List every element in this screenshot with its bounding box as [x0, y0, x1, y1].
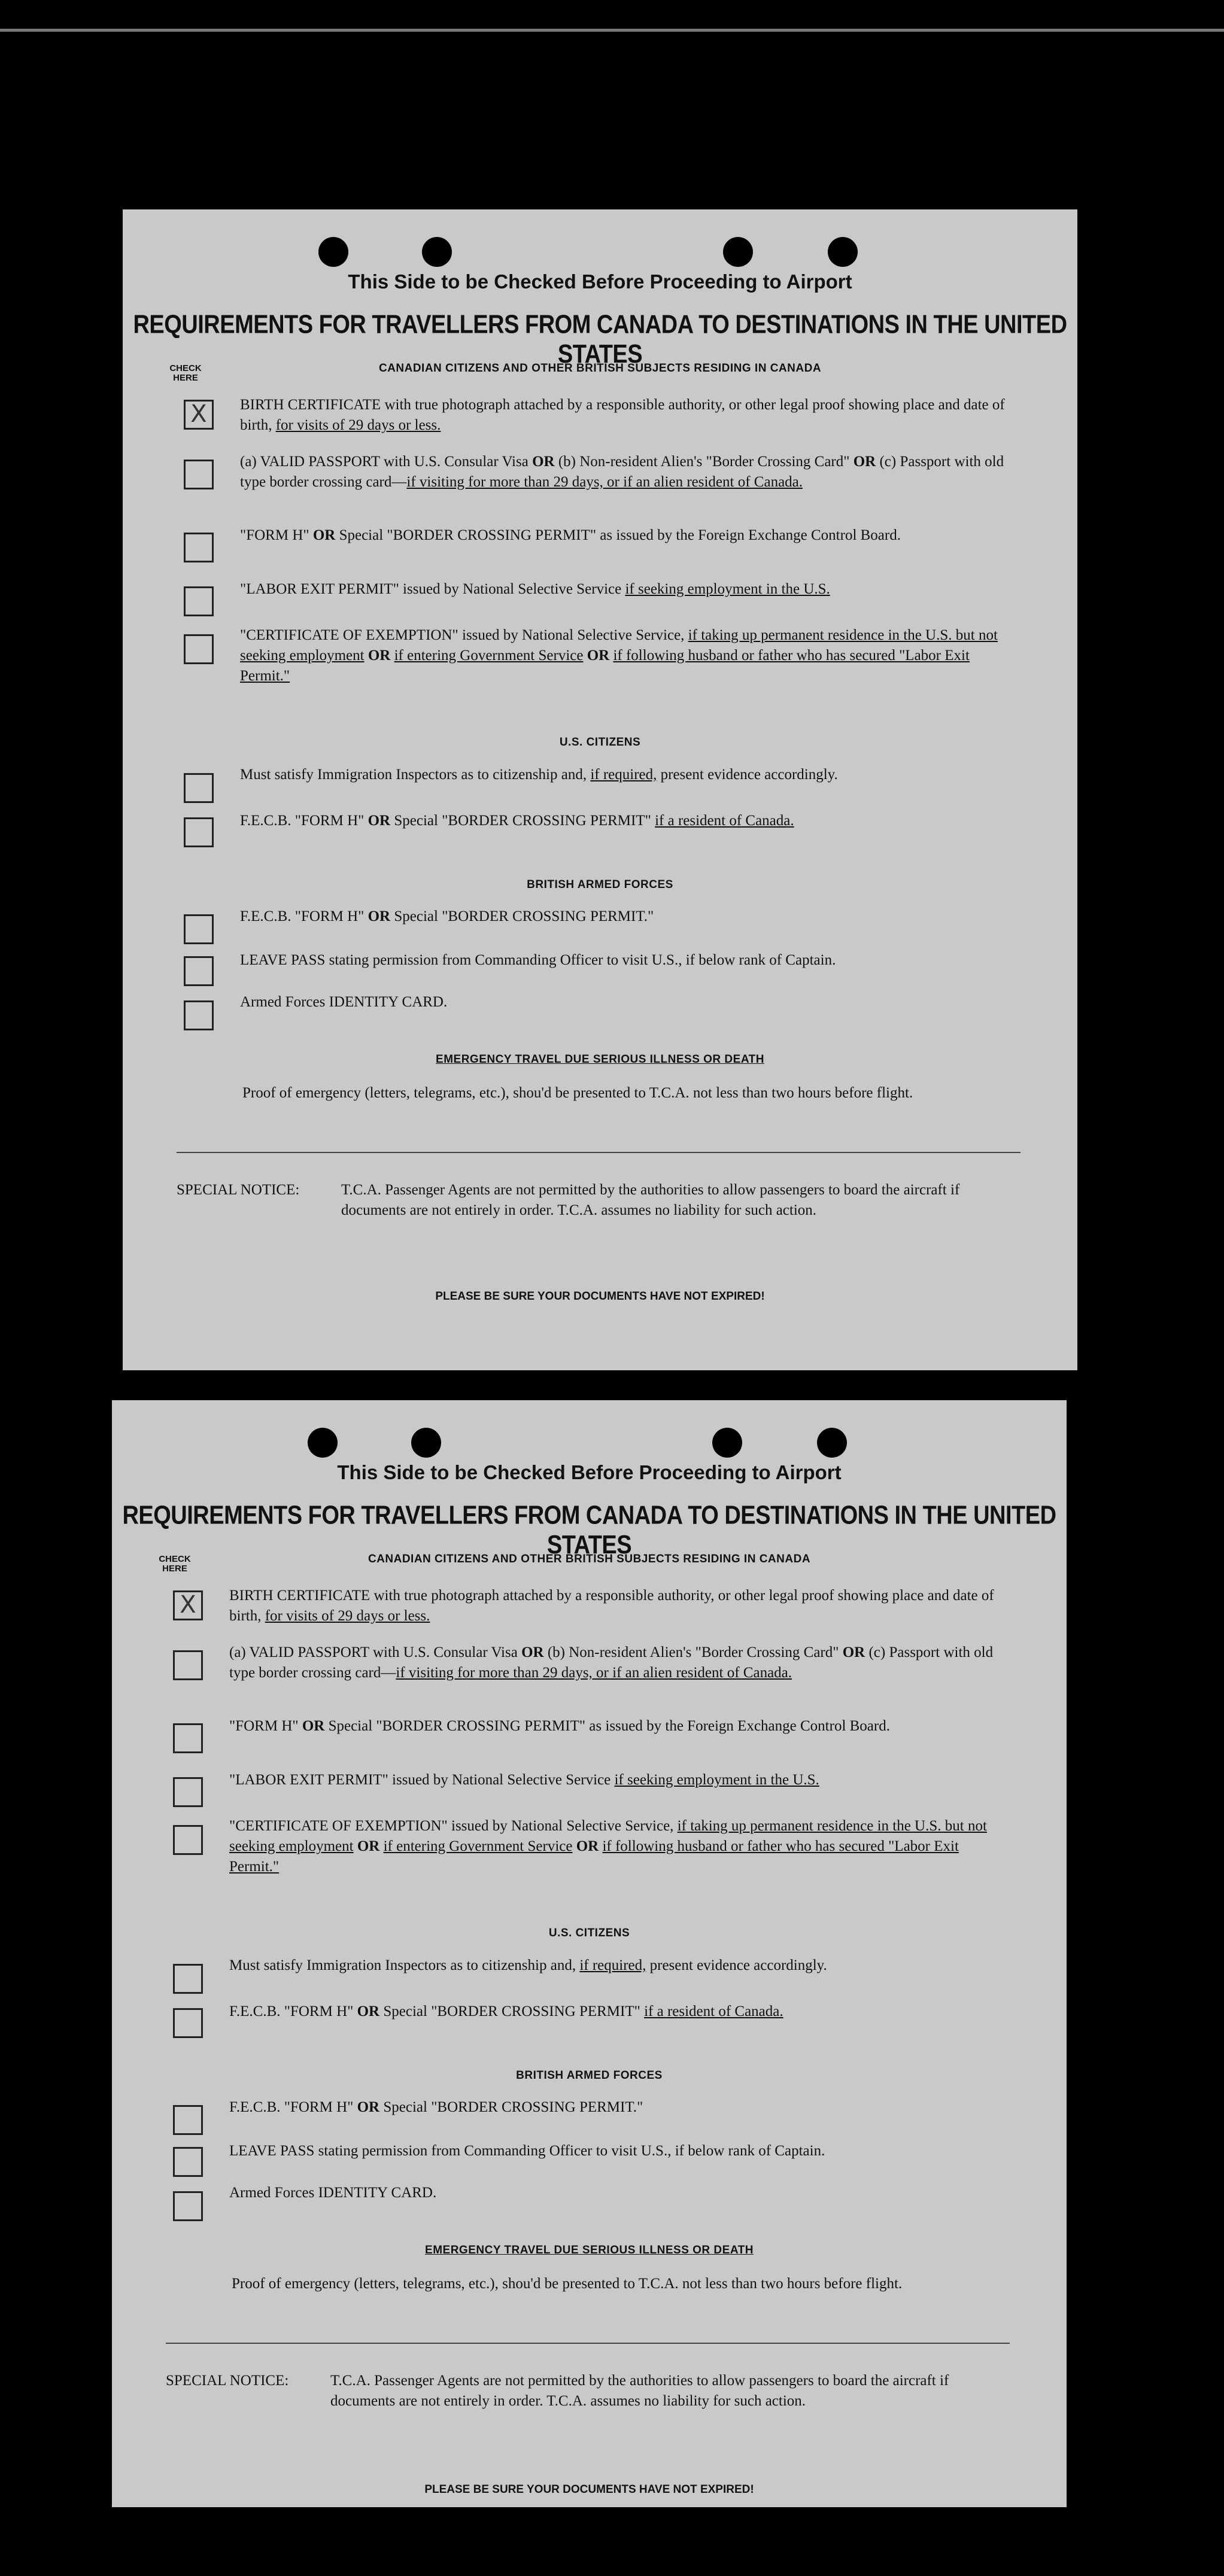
item-identity-card: Armed Forces IDENTITY CARD.	[240, 994, 448, 1010]
item-bf-fecb: F.E.C.B. "FORM H" OR Special "BORDER CROSSING PERMIT."	[229, 2099, 643, 2115]
item-us-satisfy: Must satisfy Immigration Inspectors as to citizenship and, if required, present evidence accordingly.	[229, 1957, 827, 1973]
checkbox-passport[interactable]	[184, 460, 214, 489]
checkbox-identity-card[interactable]	[173, 2191, 203, 2221]
punch-hole	[817, 1428, 847, 1458]
expiry-reminder: PLEASE BE SURE YOUR DOCUMENTS HAVE NOT EXPIRED!	[435, 1290, 765, 1303]
item-us-satisfy: Must satisfy Immigration Inspectors as to citizenship and, if required, present evidence accordingly.	[240, 767, 838, 783]
form-title: This Side to be Checked Before Proceeding to Airport	[348, 270, 852, 293]
form-heading: REQUIREMENTS FOR TRAVELLERS FROM CANADA TO DESTINATIONS IN THE UNITED STATES	[133, 310, 1067, 369]
checkbox-bf-fecb[interactable]	[184, 914, 214, 944]
item-passport: (a) VALID PASSPORT with U.S. Consular Visa OR (b) Non-resident Alien's "Border Crossing Card" OR (c) Passport with old type border crossing card—if visiting for more than 29 days, or if an alien resident of Canada.	[240, 454, 1004, 490]
checkbox-exemption[interactable]	[173, 1825, 203, 1855]
item-labor-exit: "LABOR EXIT PERMIT" issued by National Selective Service if seeking employment in the U.S.	[229, 1772, 819, 1788]
item-identity-card: Armed Forces IDENTITY CARD.	[229, 2185, 437, 2201]
checkbox-form-h[interactable]	[173, 1723, 203, 1753]
checkbox-us-satisfy[interactable]	[173, 1964, 203, 1994]
item-leave-pass: LEAVE PASS stating permission from Commanding Officer to visit U.S., if below rank of Captain.	[229, 2143, 825, 2159]
checkbox-leave-pass[interactable]	[173, 2147, 203, 2177]
form-heading: REQUIREMENTS FOR TRAVELLERS FROM CANADA TO DESTINATIONS IN THE UNITED STATES	[122, 1501, 1056, 1560]
special-notice-text: T.C.A. Passenger Agents are not permitted by the authorities to allow passengers to board the aircraft if documents are not entirely in order. T.C.A. assumes no liability for such action.	[341, 1182, 960, 1218]
checkbox-identity-card[interactable]	[184, 1000, 214, 1030]
checkbox-labor-exit[interactable]	[173, 1777, 203, 1807]
divider	[177, 1152, 1020, 1153]
form-card-2	[112, 1400, 1067, 2507]
item-emergency: Proof of emergency (letters, telegrams, etc.), shou'd be presented to T.C.A. not less than two hours before flight.	[242, 1085, 913, 1101]
form-card-1	[123, 209, 1077, 1370]
checkbox-birth-certificate[interactable]: X	[184, 400, 214, 430]
section-british-forces: BRITISH ARMED FORCES	[527, 878, 673, 891]
punch-hole	[712, 1428, 742, 1458]
checkbox-us-fecb[interactable]	[184, 817, 214, 847]
checkbox-birth-certificate[interactable]: X	[173, 1590, 203, 1620]
film-edge-line	[0, 29, 1224, 32]
checkbox-us-satisfy[interactable]	[184, 773, 214, 803]
checkbox-bf-fecb[interactable]	[173, 2105, 203, 2135]
special-notice-label: SPECIAL NOTICE:	[166, 2373, 289, 2389]
item-bf-fecb: F.E.C.B. "FORM H" OR Special "BORDER CROSSING PERMIT."	[240, 908, 654, 924]
item-birth-certificate: BIRTH CERTIFICATE with true photograph attached by a responsible authority, or other legal proof showing place and date of birth, for visits of 29 days or less.	[229, 1587, 994, 1624]
section-canadian: CANADIAN CITIZENS AND OTHER BRITISH SUBJECTS RESIDING IN CANADA	[378, 362, 822, 375]
item-passport: (a) VALID PASSPORT with U.S. Consular Visa OR (b) Non-resident Alien's "Border Crossing Card" OR (c) Passport with old type border crossing card—if visiting for more than 29 days, or if an alien resident of Canada.	[229, 1644, 994, 1681]
check-here-label: CHECK HERE	[159, 1554, 191, 1574]
item-labor-exit: "LABOR EXIT PERMIT" issued by National Selective Service if seeking employment in the U.S.	[240, 581, 830, 597]
checkbox-labor-exit[interactable]	[184, 586, 214, 616]
item-birth-certificate: BIRTH CERTIFICATE with true photograph attached by a responsible authority, or other legal proof showing place and date of birth, for visits of 29 days or less.	[240, 397, 1005, 433]
special-notice-label: SPECIAL NOTICE:	[177, 1182, 300, 1198]
checkbox-leave-pass[interactable]	[184, 956, 214, 986]
item-form-h: "FORM H" OR Special "BORDER CROSSING PERMIT" as issued by the Foreign Exchange Control Board.	[229, 1718, 890, 1734]
punch-hole	[422, 237, 452, 267]
checkbox-form-h[interactable]	[184, 533, 214, 562]
section-canadian: CANADIAN CITIZENS AND OTHER BRITISH SUBJECTS RESIDING IN CANADA	[367, 1553, 811, 1565]
divider	[166, 2343, 1010, 2344]
checkbox-us-fecb[interactable]	[173, 2008, 203, 2038]
item-form-h: "FORM H" OR Special "BORDER CROSSING PERMIT" as issued by the Foreign Exchange Control Board.	[240, 527, 901, 543]
item-us-fecb: F.E.C.B. "FORM H" OR Special "BORDER CROSSING PERMIT" if a resident of Canada.	[229, 2003, 783, 2020]
punch-hole	[723, 237, 753, 267]
item-emergency: Proof of emergency (letters, telegrams, etc.), shou'd be presented to T.C.A. not less than two hours before flight.	[232, 2276, 903, 2292]
item-exemption: "CERTIFICATE OF EXEMPTION" issued by National Selective Service, if taking up permanent residence in the U.S. but not seeking employment OR if entering Government Service OR if following husband or father who has secured "Labor Exit Permit."	[240, 627, 998, 684]
punch-hole	[828, 237, 858, 267]
section-us-citizens: U.S. CITIZENS	[559, 736, 641, 749]
item-leave-pass: LEAVE PASS stating permission from Commanding Officer to visit U.S., if below rank of Captain.	[240, 952, 836, 968]
section-emergency: EMERGENCY TRAVEL DUE SERIOUS ILLNESS OR DEATH	[436, 1053, 764, 1066]
form-title: This Side to be Checked Before Proceeding to Airport	[337, 1461, 842, 1483]
punch-hole	[318, 237, 348, 267]
checkbox-passport[interactable]	[173, 1650, 203, 1680]
expiry-reminder: PLEASE BE SURE YOUR DOCUMENTS HAVE NOT EXPIRED!	[424, 2483, 754, 2496]
section-emergency: EMERGENCY TRAVEL DUE SERIOUS ILLNESS OR DEATH	[425, 2244, 754, 2256]
check-here-label: CHECK HERE	[169, 363, 202, 383]
special-notice-text: T.C.A. Passenger Agents are not permitted by the authorities to allow passengers to board the aircraft if documents are not entirely in order. T.C.A. assumes no liability for such action.	[330, 2373, 949, 2409]
item-us-fecb: F.E.C.B. "FORM H" OR Special "BORDER CROSSING PERMIT" if a resident of Canada.	[240, 813, 794, 829]
punch-hole	[308, 1428, 338, 1458]
section-us-citizens: U.S. CITIZENS	[548, 1927, 630, 1939]
item-exemption: "CERTIFICATE OF EXEMPTION" issued by National Selective Service, if taking up permanent residence in the U.S. but not seeking employment OR if entering Government Service OR if following husband or father who has secured "Labor Exit Permit."	[229, 1818, 987, 1875]
punch-hole	[411, 1428, 441, 1458]
checkbox-exemption[interactable]	[184, 634, 214, 664]
section-british-forces: BRITISH ARMED FORCES	[516, 2069, 663, 2082]
